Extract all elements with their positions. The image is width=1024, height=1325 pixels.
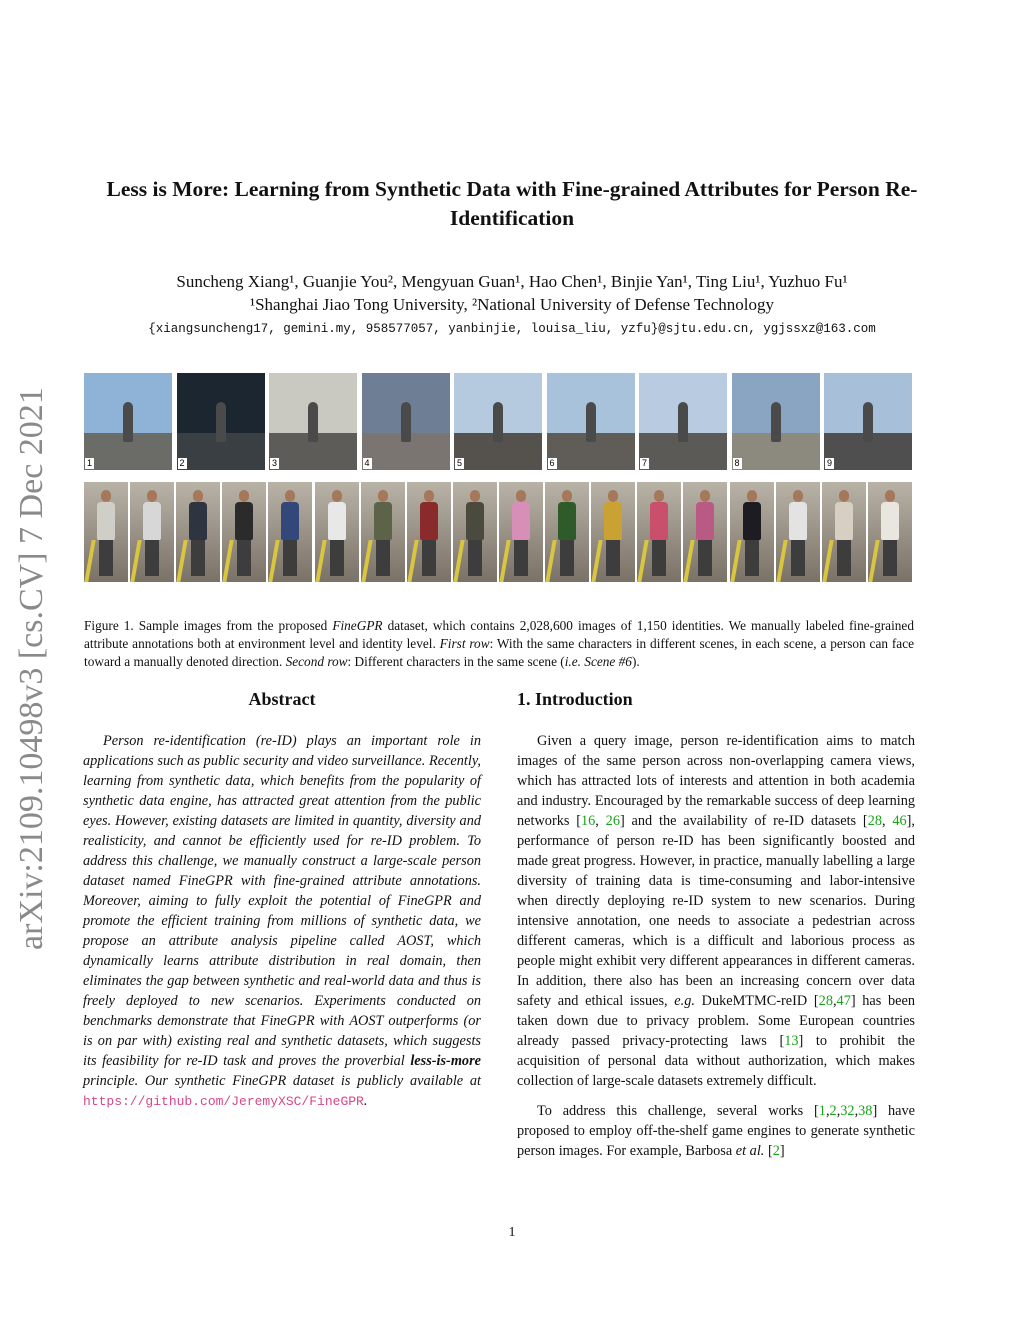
- scene-number: 9: [827, 458, 833, 468]
- citation-link[interactable]: 13: [784, 1033, 799, 1049]
- citation-link[interactable]: 28: [867, 813, 882, 829]
- scene-image: [639, 373, 727, 470]
- caption-text: : With the same characters in different scenes, in each scene, a person can face toward a manually denoted direction.: [84, 636, 915, 669]
- author-block: [60, 270, 964, 316]
- identity-image: [683, 482, 727, 582]
- citation-link[interactable]: 2: [772, 1143, 780, 1159]
- intro-eg: e.g.: [674, 993, 695, 1009]
- scene-number: 4: [364, 458, 370, 468]
- scene-number: 3: [272, 458, 278, 468]
- identity-image: [222, 482, 266, 582]
- intro-text: To address this challenge, several works [: [537, 1103, 819, 1119]
- citation-link[interactable]: 28: [818, 993, 833, 1009]
- emails-line: {xiangsuncheng17, gemini.my, 958577057, yanbinjie, louisa_liu, yzfu}@sjtu.edu.cn, ygjssxz@163.com: [148, 322, 876, 336]
- caption-text: Figure 1. Sample images from the proposed: [84, 618, 333, 633]
- scene-image: [84, 373, 172, 470]
- abstract-body: Person re-identification (re-ID) plays an important role in applications such as public security and video surveillance. Recently, learning from synthetic data, which benefits from the popularity of synthetic data engine, has attracted great attention from the public eyes. However, existing datasets are limited in quantity, diversity and realisticity, and cannot be efficiently used for re-ID problem. To address this challenge, we manually construct a large-scale person dataset named FineGPR with fine-grained attribute annotations. Moreover, aiming to fully exploit the potential of FineGPR and promote the efficient training from millions of synthetic data, we propose an attribute analysis pipeline called AOST, which dynamically learns attribute distribution in real domain, then eliminates the gap between synthetic and real-world data and thus is freely deployed to new scenarios. Experiments conducted on benchmarks demonstrate that FineGPR with AOST outperforms (or is on par with) existing real and synthetic datasets, which suggests its feasibility for re-ID task and proves the proverbial: [83, 733, 481, 1069]
- caption-dataset-name: FineGPR: [332, 618, 383, 633]
- intro-text: ], performance of person re-ID has been significantly boosted and made great progress. However, in practice, manually labelling a large diversity of training data is time-consuming and labor-intensive when directly deploying re-ID system to new scenarios. During intensive annotation, one needs to associate a pedestrian across different cameras, which is a difficult and laborious process as people might exhibit very different appearances in different cameras. In addition, there also has been an increasing concern over data safety and ethical issues,: [517, 813, 916, 1009]
- figure-row-scenes: [84, 373, 912, 470]
- scene-number: 5: [457, 458, 463, 468]
- scene-image: [454, 373, 542, 470]
- citation-link[interactable]: 2: [829, 1103, 837, 1119]
- scene-image: [547, 373, 635, 470]
- scene-image: [362, 373, 450, 470]
- abstract-bold: less-is-more: [410, 1053, 481, 1069]
- citation-link[interactable]: 1: [818, 1103, 826, 1119]
- abstract-body: principle. Our synthetic FineGPR dataset is publicly available at: [83, 1073, 481, 1089]
- caption-text: : Different characters in the same scene (: [347, 654, 565, 669]
- paper-title: Less is More: Learning from Synthetic Data with Fine-grained Attributes for Person Re-Identification: [106, 177, 918, 230]
- citation-link[interactable]: 26: [605, 813, 620, 829]
- arxiv-stamp-text: arXiv:2109.10498v3 [cs.CV] 7 Dec 2021: [13, 387, 50, 950]
- abstract-column: [83, 687, 481, 1112]
- figure-row-identities: [84, 482, 912, 582]
- abstract-text: [83, 731, 481, 1112]
- intro-text: ] to prohibit the acquisition of personal data without authorization, which makes collection of large-scale datasets extremely difficult.: [517, 1033, 915, 1089]
- identity-image: [637, 482, 681, 582]
- abstract-end: .: [363, 1093, 368, 1109]
- intro-paragraph-2: To address this challenge, several works [1,2,32,38] have proposed to employ off-the-shelf game engines to generate synthetic person images. For example, Barbosa et al. [2]: [517, 1103, 915, 1159]
- identity-image: [730, 482, 774, 582]
- scene-number: 7: [642, 458, 648, 468]
- caption-first-row: First row: [439, 636, 490, 651]
- caption-text: ).: [631, 654, 640, 669]
- scene-number: 1: [87, 458, 93, 468]
- figure-caption: [84, 617, 914, 671]
- abstract-heading: Abstract: [248, 689, 316, 709]
- scene-image: [177, 373, 265, 470]
- citation-link[interactable]: 46: [892, 813, 907, 829]
- identity-image: [591, 482, 635, 582]
- identity-image: [453, 482, 497, 582]
- identity-image: [868, 482, 912, 582]
- scene-number: 2: [179, 458, 185, 468]
- page-number: 1: [508, 1225, 516, 1240]
- caption-ie: i.e. Scene #6: [564, 654, 632, 669]
- scene-number: 6: [549, 458, 555, 468]
- identity-image: [822, 482, 866, 582]
- intro-paragraph-1: Given a query image, person re-identification aims to match images of the same person across non-overlapping camera views, which has attracted lots of interests and attention in both academia and industry. Encouraged by the remarkable success of deep learning networks [16, 26] and the availability of re-ID datasets [28, 46], performance of person re-ID has been significantly boosted and made great progress. However, in practice, manually labelling a large diversity of training data is time-consuming and labor-intensive when directly deploying re-ID system to new scenarios. During intensive annotation, one needs to associate a pedestrian across different cameras, which is a difficult and laborious process as people might exhibit very different appearances in different cameras. In addition, there also has been an increasing concern over data safety and ethical issues, e.g. DukeMTMC-reID [28,47] has been taken down due to privacy problem. Some European countries already passed privacy-protecting laws [13] to prohibit the acquisition of personal data without authorization, which makes collection of large-scale datasets extremely difficult.: [517, 733, 916, 1089]
- identity-image: [84, 482, 128, 582]
- citation-link[interactable]: 38: [858, 1103, 873, 1119]
- intro-text: ]: [779, 1143, 785, 1159]
- arxiv-stamp: [6, 360, 52, 960]
- scene-image: [732, 373, 820, 470]
- identity-image: [130, 482, 174, 582]
- identity-image: [499, 482, 543, 582]
- authors-line: Suncheng Xiang¹, Guanjie You², Mengyuan Guan¹, Hao Chen¹, Binjie Yan¹, Ting Liu¹, Yuzhuo Fu¹: [176, 272, 848, 291]
- identity-image: [545, 482, 589, 582]
- scene-image: [269, 373, 357, 470]
- intro-text: Given a query image, person re-identification aims to match images of the same person across non-overlapping camera views, which has attracted lots of interests and attention in both academia and industry. Encouraged by the remarkable success of deep learning networks [: [517, 733, 915, 829]
- intro-text: [: [764, 1143, 773, 1159]
- identity-image: [268, 482, 312, 582]
- intro-text: DukeMTMC-reID [: [694, 993, 819, 1009]
- scene-number: 8: [734, 458, 740, 468]
- intro-text: ] has been taken down due to privacy problem. Some European countries already passed privacy-protecting laws [: [517, 993, 915, 1049]
- affiliations-line: ¹Shanghai Jiao Tong University, ²National University of Defense Technology: [249, 295, 774, 314]
- caption-text: dataset, which contains 2,028,600 images of 1,150 identities. We manually labeled fine-grained attribute annotations both at environment level and identity level.: [84, 618, 914, 651]
- intro-heading: 1. Introduction: [517, 689, 633, 709]
- intro-text: ] have proposed to employ off-the-shelf game engines to generate synthetic person images. For example, Barbosa: [517, 1103, 915, 1159]
- caption-second-row: Second row: [285, 654, 348, 669]
- intro-text: ] and the availability of re-ID datasets [: [619, 813, 868, 829]
- intro-column: [517, 687, 915, 1171]
- citation-link[interactable]: 47: [836, 993, 851, 1009]
- identity-image: [176, 482, 220, 582]
- citation-link[interactable]: 32: [840, 1103, 855, 1119]
- identity-image: [776, 482, 820, 582]
- identity-image: [315, 482, 359, 582]
- citation-link[interactable]: 16: [580, 813, 596, 829]
- scene-image: [824, 373, 912, 470]
- intro-etal: et al.: [735, 1143, 765, 1159]
- identity-image: [407, 482, 451, 582]
- github-link[interactable]: https://github.com/JeremyXSC/FineGPR: [83, 1094, 364, 1109]
- identity-image: [361, 482, 405, 582]
